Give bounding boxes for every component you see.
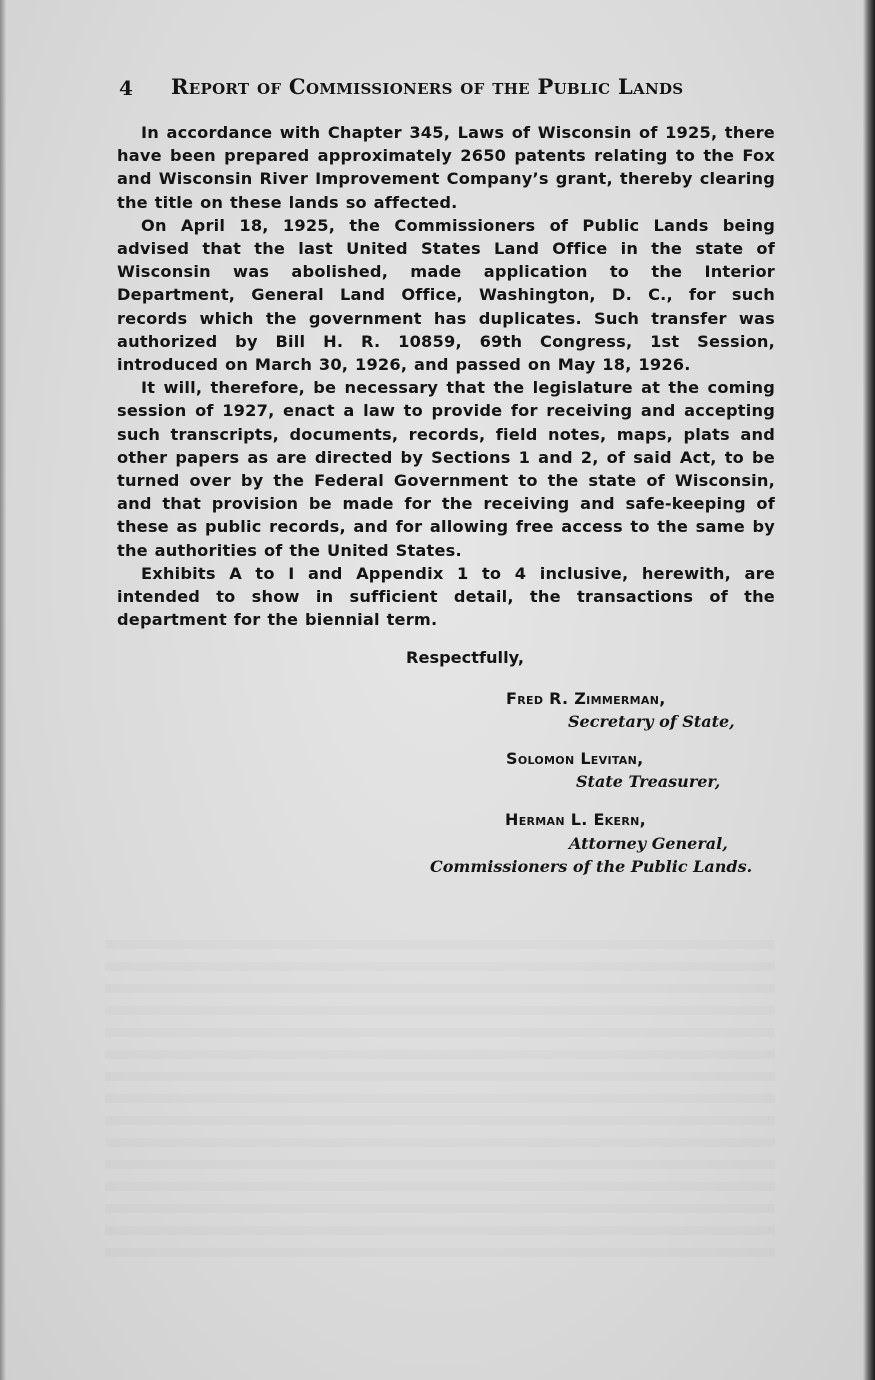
page-number: 4	[119, 76, 133, 100]
running-title: Report of Commissioners of the Public Lands	[171, 74, 684, 99]
signatory-title: State Treasurer,	[576, 772, 721, 791]
page-header	[119, 74, 731, 104]
report-body	[117, 121, 775, 631]
show-through-texture	[105, 940, 775, 1270]
signatory-name: Herman L. Ekern,	[505, 810, 646, 829]
paragraph-exhibits: Exhibits A to I and Appendix 1 to 4 inclusive, herewith, are intended to show in sufficient detail, the transactions of the department for the biennial term.	[117, 563, 775, 630]
signatory-title: Secretary of State,	[568, 712, 735, 731]
signatory-title: Attorney General,	[569, 834, 728, 853]
paragraph-patents: In accordance with Chapter 345, Laws of Wisconsin of 1925, there have been prepared approximately 2650 patents relating to the Fox and Wisconsin River Improvement Company’s grant, thereby clearing the title on these lands so affected.	[117, 123, 775, 212]
commission-title: Commissioners of the Public Lands.	[430, 857, 753, 876]
page-edge-left	[0, 0, 6, 1380]
signatory-name: Solomon Levitan,	[506, 749, 644, 768]
page-edge-right	[863, 0, 875, 1380]
paragraph-land-office: On April 18, 1925, the Commissioners of Public Lands being advised that the last United States Land Office in the state of Wisconsin was abolished, made application to the Interior Department, General Land Office, Washington, D. C., for such records which the government has duplicates. Such transfer was authorized by Bill H. R. 10859, 69th Congress, 1st Session, introduced on March 30, 1926, and passed on May 18, 1926.	[117, 215, 775, 375]
closing-salutation: Respectfully,	[406, 648, 525, 667]
signatory-name: Fred R. Zimmerman,	[506, 689, 666, 708]
paragraph-legislation: It will, therefore, be necessary that the legislature at the coming session of 1927, enact a law to provide for receiving and accepting such transcripts, documents, records, field notes, maps, plats and other papers as are directed by Sections 1 and 2, of said Act, to be turned over by the Federal Government to the state of Wisconsin, and that provision be made for the receiving and safe-keeping of these as public records, and for allowing free access to the same by the authorities of the United States.	[117, 378, 775, 560]
